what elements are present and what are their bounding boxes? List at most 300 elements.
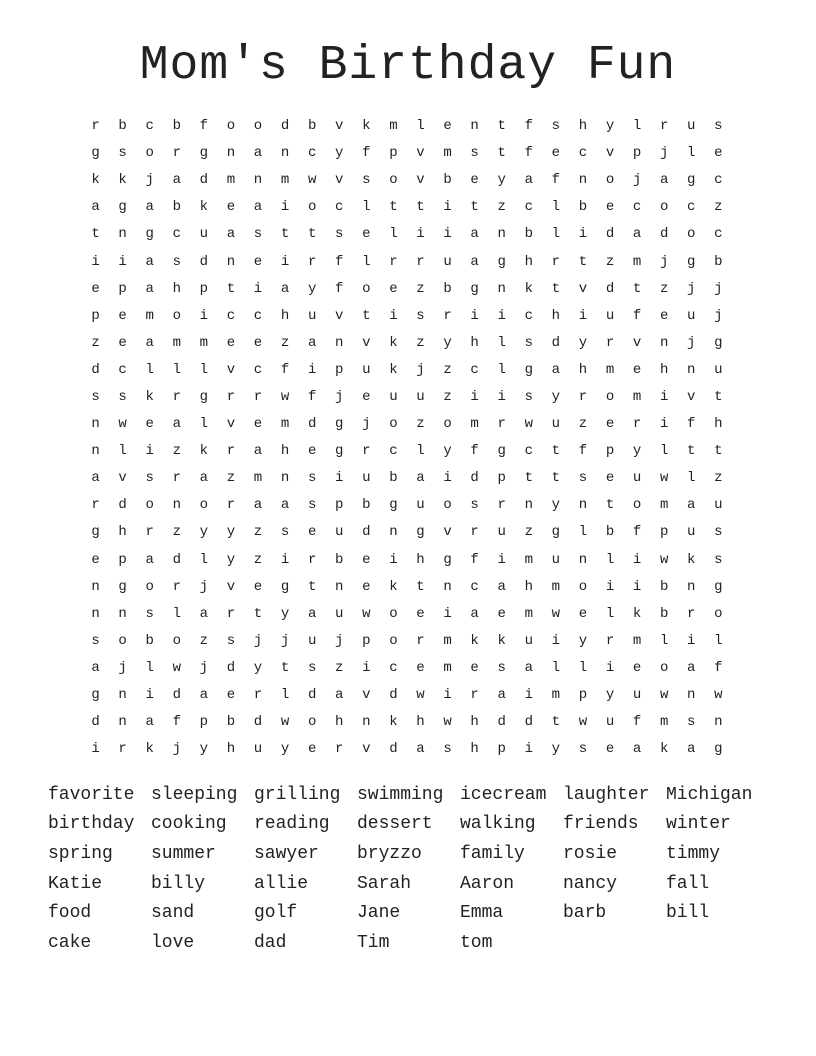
grid-letter: f (524, 145, 533, 162)
grid-row (82, 438, 732, 465)
word-item: bill (666, 903, 710, 924)
grid-letter: g (199, 145, 209, 162)
grid-letter: f (632, 714, 642, 731)
word-item: nancy (563, 873, 618, 894)
grid-letter: m (551, 578, 561, 595)
grid-letter: e (118, 307, 127, 324)
grid-letter: k (199, 199, 209, 216)
grid-letter: m (199, 334, 209, 351)
grid-letter: z (172, 524, 181, 541)
word-item: sleeping (151, 784, 238, 805)
grid-letter: u (714, 497, 723, 514)
grid-letter: t (416, 578, 425, 595)
grid-letter: b (605, 524, 615, 541)
word-item: allie (254, 873, 309, 894)
grid-letter: n (578, 172, 588, 189)
grid-letter: s (335, 226, 344, 243)
grid-letter: y (578, 632, 588, 649)
grid-letter: l (416, 118, 425, 135)
grid-letter: k (687, 551, 696, 568)
grid-letter: u (497, 524, 506, 541)
grid-letter: n (659, 334, 669, 351)
grid-letter: r (497, 416, 506, 433)
word-item: family (460, 843, 525, 864)
grid-letter: i (578, 307, 588, 324)
grid-row (82, 574, 732, 601)
grid-letter: u (362, 361, 371, 378)
grid-letter: c (524, 443, 533, 460)
grid-letter: p (362, 632, 371, 649)
grid-letter: g (443, 551, 452, 568)
grid-letter: e (91, 280, 100, 297)
grid-letter: n (280, 470, 290, 487)
grid-letter: w (307, 172, 317, 189)
grid-letter: l (362, 253, 371, 270)
grid-letter: k (145, 388, 154, 405)
grid-letter: j (199, 659, 209, 676)
grid-letter: s (443, 741, 452, 758)
grid-letter: m (524, 551, 533, 568)
grid-letter: i (91, 741, 100, 758)
grid-letter: i (145, 443, 154, 460)
grid-letter: c (253, 361, 263, 378)
grid-letter: y (226, 551, 236, 568)
grid-letter: c (714, 172, 723, 189)
grid-letter: t (551, 443, 561, 460)
grid-letter: h (470, 741, 479, 758)
grid-letter: w (659, 687, 669, 704)
grid-letter: i (659, 388, 669, 405)
grid-letter: r (416, 632, 425, 649)
grid-letter: h (335, 714, 344, 731)
grid-letter: c (118, 361, 127, 378)
grid-letter: k (497, 632, 506, 649)
grid-letter: l (362, 199, 371, 216)
grid-letter: m (632, 632, 642, 649)
grid-letter: z (605, 253, 615, 270)
grid-letter: d (199, 253, 209, 270)
grid-letter: t (91, 226, 100, 243)
grid-letter: n (714, 714, 723, 731)
grid-letter: p (389, 145, 398, 162)
grid-letter: u (632, 687, 642, 704)
grid-letter: m (226, 172, 236, 189)
grid-letter: i (280, 253, 290, 270)
grid-letter: l (659, 443, 669, 460)
grid-letter: i (524, 741, 533, 758)
grid-letter: a (524, 172, 533, 189)
grid-letter: s (91, 388, 100, 405)
grid-letter: r (307, 551, 317, 568)
grid-letter: c (226, 307, 236, 324)
grid-letter: d (118, 497, 127, 514)
grid-letter: g (497, 443, 506, 460)
grid-letter: g (687, 172, 696, 189)
word-list-row (48, 780, 788, 810)
grid-letter: e (145, 416, 154, 433)
grid-letter: a (199, 470, 209, 487)
grid-letter: f (335, 280, 344, 297)
grid-letter: z (416, 334, 425, 351)
grid-letter: e (91, 551, 100, 568)
word-item: winter (666, 814, 731, 835)
grid-letter: s (524, 334, 533, 351)
grid-letter: r (551, 253, 561, 270)
grid-letter: a (253, 199, 263, 216)
grid-letter: u (551, 416, 561, 433)
grid-letter: e (253, 416, 263, 433)
grid-letter: a (226, 226, 236, 243)
grid-letter: f (632, 524, 642, 541)
word-item: favorite (48, 784, 135, 805)
grid-letter: e (362, 388, 371, 405)
grid-letter: w (172, 659, 181, 676)
grid-letter: s (551, 118, 561, 135)
grid-letter: r (497, 497, 506, 514)
grid-letter: b (714, 253, 723, 270)
grid-letter: r (226, 605, 236, 622)
grid-letter: j (253, 632, 263, 649)
grid-row (82, 194, 732, 221)
grid-letter: i (335, 470, 344, 487)
grid-letter: k (118, 172, 127, 189)
grid-letter: u (416, 388, 425, 405)
grid-letter: d (91, 361, 100, 378)
grid-letter: o (659, 199, 669, 216)
grid-letter: c (524, 199, 533, 216)
grid-letter: j (335, 388, 344, 405)
grid-letter: n (335, 334, 344, 351)
grid-letter: y (199, 524, 209, 541)
grid-letter: o (172, 307, 181, 324)
grid-letter: t (362, 307, 371, 324)
word-item: billy (151, 873, 206, 894)
grid-letter: e (605, 199, 615, 216)
grid-letter: d (91, 714, 100, 731)
grid-letter: c (389, 443, 398, 460)
grid-letter: t (307, 578, 317, 595)
grid-letter: s (714, 551, 723, 568)
grid-letter: i (443, 605, 452, 622)
grid-letter: l (714, 632, 723, 649)
grid-letter: g (335, 416, 344, 433)
grid-letter: a (307, 605, 317, 622)
grid-letter: e (551, 145, 561, 162)
grid-letter: a (551, 361, 561, 378)
grid-letter: i (605, 578, 615, 595)
grid-letter: n (497, 226, 506, 243)
word-item: Aaron (460, 873, 515, 894)
grid-letter: r (91, 497, 100, 514)
grid-letter: o (578, 578, 588, 595)
grid-letter: b (307, 118, 317, 135)
word-item: cooking (151, 814, 227, 835)
grid-letter: l (199, 416, 209, 433)
grid-letter: h (280, 443, 290, 460)
grid-letter: d (253, 714, 263, 731)
grid-letter: l (687, 145, 696, 162)
grid-letter: r (172, 470, 181, 487)
grid-letter: t (524, 470, 533, 487)
grid-letter: j (632, 172, 642, 189)
grid-letter: s (118, 388, 127, 405)
grid-letter: n (470, 118, 479, 135)
grid-letter: i (632, 578, 642, 595)
grid-letter: g (91, 145, 100, 162)
grid-letter: t (497, 145, 506, 162)
grid-letter: e (605, 416, 615, 433)
grid-letter: s (91, 632, 100, 649)
grid-letter: d (389, 687, 398, 704)
grid-letter: l (497, 361, 506, 378)
grid-letter: t (416, 199, 425, 216)
grid-letter: s (253, 226, 263, 243)
grid-letter: a (145, 334, 154, 351)
grid-letter: w (524, 416, 533, 433)
grid-letter: s (145, 470, 154, 487)
grid-letter: i (389, 551, 398, 568)
grid-letter: b (578, 199, 588, 216)
word-list (48, 780, 788, 958)
grid-letter: g (687, 253, 696, 270)
grid-letter: m (470, 416, 479, 433)
word-item: food (48, 903, 92, 924)
grid-letter: n (91, 443, 100, 460)
grid-letter: i (91, 253, 100, 270)
grid-letter: l (389, 226, 398, 243)
grid-letter: d (389, 741, 398, 758)
grid-letter: y (551, 497, 561, 514)
grid-letter: o (659, 659, 669, 676)
grid-letter: e (226, 199, 236, 216)
grid-letter: u (362, 470, 371, 487)
grid-letter: w (362, 605, 371, 622)
grid-letter: v (335, 118, 344, 135)
grid-row (82, 303, 732, 330)
grid-letter: w (280, 388, 290, 405)
grid-letter: a (687, 659, 696, 676)
grid-letter: u (714, 361, 723, 378)
grid-row (82, 221, 732, 248)
grid-letter: p (497, 470, 506, 487)
grid-letter: o (687, 226, 696, 243)
grid-letter: h (714, 416, 723, 433)
grid-letter: r (443, 307, 452, 324)
grid-letter: o (443, 416, 452, 433)
word-item: reading (254, 814, 330, 835)
grid-letter: v (687, 388, 696, 405)
grid-letter: a (91, 199, 100, 216)
grid-letter: o (389, 172, 398, 189)
grid-letter: s (172, 253, 181, 270)
word-item: cake (48, 932, 92, 953)
word-item: dad (254, 932, 287, 953)
grid-letter: a (524, 659, 533, 676)
grid-letter: a (145, 253, 154, 270)
grid-letter: l (687, 470, 696, 487)
grid-letter: m (524, 605, 533, 622)
grid-letter: w (443, 714, 452, 731)
grid-letter: n (172, 497, 181, 514)
grid-letter: f (551, 172, 561, 189)
grid-letter: j (659, 253, 669, 270)
grid-letter: p (335, 361, 344, 378)
word-item: grilling (254, 784, 341, 805)
grid-letter: j (687, 334, 696, 351)
grid-letter: j (199, 578, 209, 595)
grid-letter: r (91, 118, 100, 135)
grid-letter: i (687, 632, 696, 649)
grid-row (82, 655, 732, 682)
grid-letter: d (659, 226, 669, 243)
grid-letter: i (443, 687, 452, 704)
grid-letter: i (470, 307, 479, 324)
grid-letter: u (199, 226, 209, 243)
grid-letter: i (199, 307, 209, 324)
grid-letter: s (687, 714, 696, 731)
grid-letter: a (145, 551, 154, 568)
grid-letter: a (335, 687, 344, 704)
grid-letter: a (470, 226, 479, 243)
grid-letter: a (416, 470, 425, 487)
grid-letter: v (362, 334, 371, 351)
grid-letter: n (118, 605, 127, 622)
grid-letter: r (605, 632, 615, 649)
grid-letter: s (578, 470, 588, 487)
grid-letter: a (253, 443, 263, 460)
grid-letter: u (253, 741, 263, 758)
grid-letter: s (362, 172, 371, 189)
grid-letter: t (226, 280, 236, 297)
grid-letter: d (307, 687, 317, 704)
grid-letter: z (91, 334, 100, 351)
grid-letter: y (199, 741, 209, 758)
grid-letter: e (470, 172, 479, 189)
grid-letter: a (687, 497, 696, 514)
grid-letter: i (253, 280, 263, 297)
grid-letter: a (470, 253, 479, 270)
grid-letter: u (524, 632, 533, 649)
grid-letter: o (443, 497, 452, 514)
grid-letter: j (659, 145, 669, 162)
grid-letter: o (307, 199, 317, 216)
word-item: sawyer (254, 843, 319, 864)
grid-letter: p (91, 307, 100, 324)
grid-letter: r (687, 605, 696, 622)
grid-letter: u (687, 307, 696, 324)
grid-letter: p (335, 497, 344, 514)
grid-letter: t (307, 226, 317, 243)
grid-letter: r (118, 741, 127, 758)
grid-letter: t (605, 497, 615, 514)
grid-letter: z (578, 416, 588, 433)
grid-letter: n (443, 578, 452, 595)
grid-letter: z (416, 416, 425, 433)
grid-letter: w (118, 416, 127, 433)
grid-letter: k (389, 334, 398, 351)
grid-letter: c (389, 659, 398, 676)
grid-letter: a (172, 172, 181, 189)
word-item: dessert (357, 814, 433, 835)
word-item: friends (563, 814, 639, 835)
grid-letter: u (687, 118, 696, 135)
grid-letter: w (714, 687, 723, 704)
grid-letter: g (280, 578, 290, 595)
grid-row (82, 113, 732, 140)
grid-letter: r (172, 578, 181, 595)
grid-letter: f (280, 361, 290, 378)
grid-letter: a (199, 687, 209, 704)
grid-letter: b (172, 199, 181, 216)
grid-letter: t (578, 253, 588, 270)
grid-letter: e (416, 659, 425, 676)
letter-grid (82, 113, 732, 763)
grid-row (82, 601, 732, 628)
word-item: sand (151, 903, 195, 924)
grid-letter: i (443, 199, 452, 216)
grid-letter: y (605, 118, 615, 135)
grid-letter: h (470, 714, 479, 731)
grid-letter: p (578, 687, 588, 704)
grid-letter: y (497, 172, 506, 189)
grid-letter: p (632, 145, 642, 162)
grid-letter: u (605, 714, 615, 731)
grid-letter: z (524, 524, 533, 541)
grid-letter: k (145, 741, 154, 758)
grid-letter: i (578, 226, 588, 243)
grid-letter: a (145, 714, 154, 731)
grid-letter: e (307, 524, 317, 541)
grid-letter: g (714, 741, 723, 758)
grid-row (82, 465, 732, 492)
grid-letter: t (470, 199, 479, 216)
grid-letter: v (226, 361, 236, 378)
grid-letter: v (226, 578, 236, 595)
word-item: tom (460, 932, 493, 953)
grid-letter: y (335, 145, 344, 162)
grid-letter: h (226, 741, 236, 758)
grid-row (82, 736, 732, 763)
grid-letter: o (389, 632, 398, 649)
word-item: birthday (48, 814, 135, 835)
grid-letter: i (551, 632, 561, 649)
grid-row (82, 682, 732, 709)
grid-letter: o (145, 578, 154, 595)
grid-letter: t (280, 659, 290, 676)
grid-letter: f (632, 307, 642, 324)
grid-letter: o (714, 605, 723, 622)
grid-letter: y (605, 687, 615, 704)
grid-letter: u (551, 551, 561, 568)
grid-letter: r (362, 443, 371, 460)
grid-letter: h (551, 307, 561, 324)
grid-letter: f (578, 443, 588, 460)
grid-letter: o (307, 714, 317, 731)
grid-letter: m (172, 334, 181, 351)
word-item: golf (254, 903, 298, 924)
grid-letter: r (470, 687, 479, 704)
grid-letter: e (307, 741, 317, 758)
grid-letter: r (172, 388, 181, 405)
grid-letter: e (605, 470, 615, 487)
grid-letter: l (605, 605, 615, 622)
grid-letter: t (687, 443, 696, 460)
grid-letter: b (362, 497, 371, 514)
grid-letter: e (659, 307, 669, 324)
grid-letter: a (497, 578, 506, 595)
grid-row (82, 519, 732, 546)
grid-letter: v (632, 334, 642, 351)
